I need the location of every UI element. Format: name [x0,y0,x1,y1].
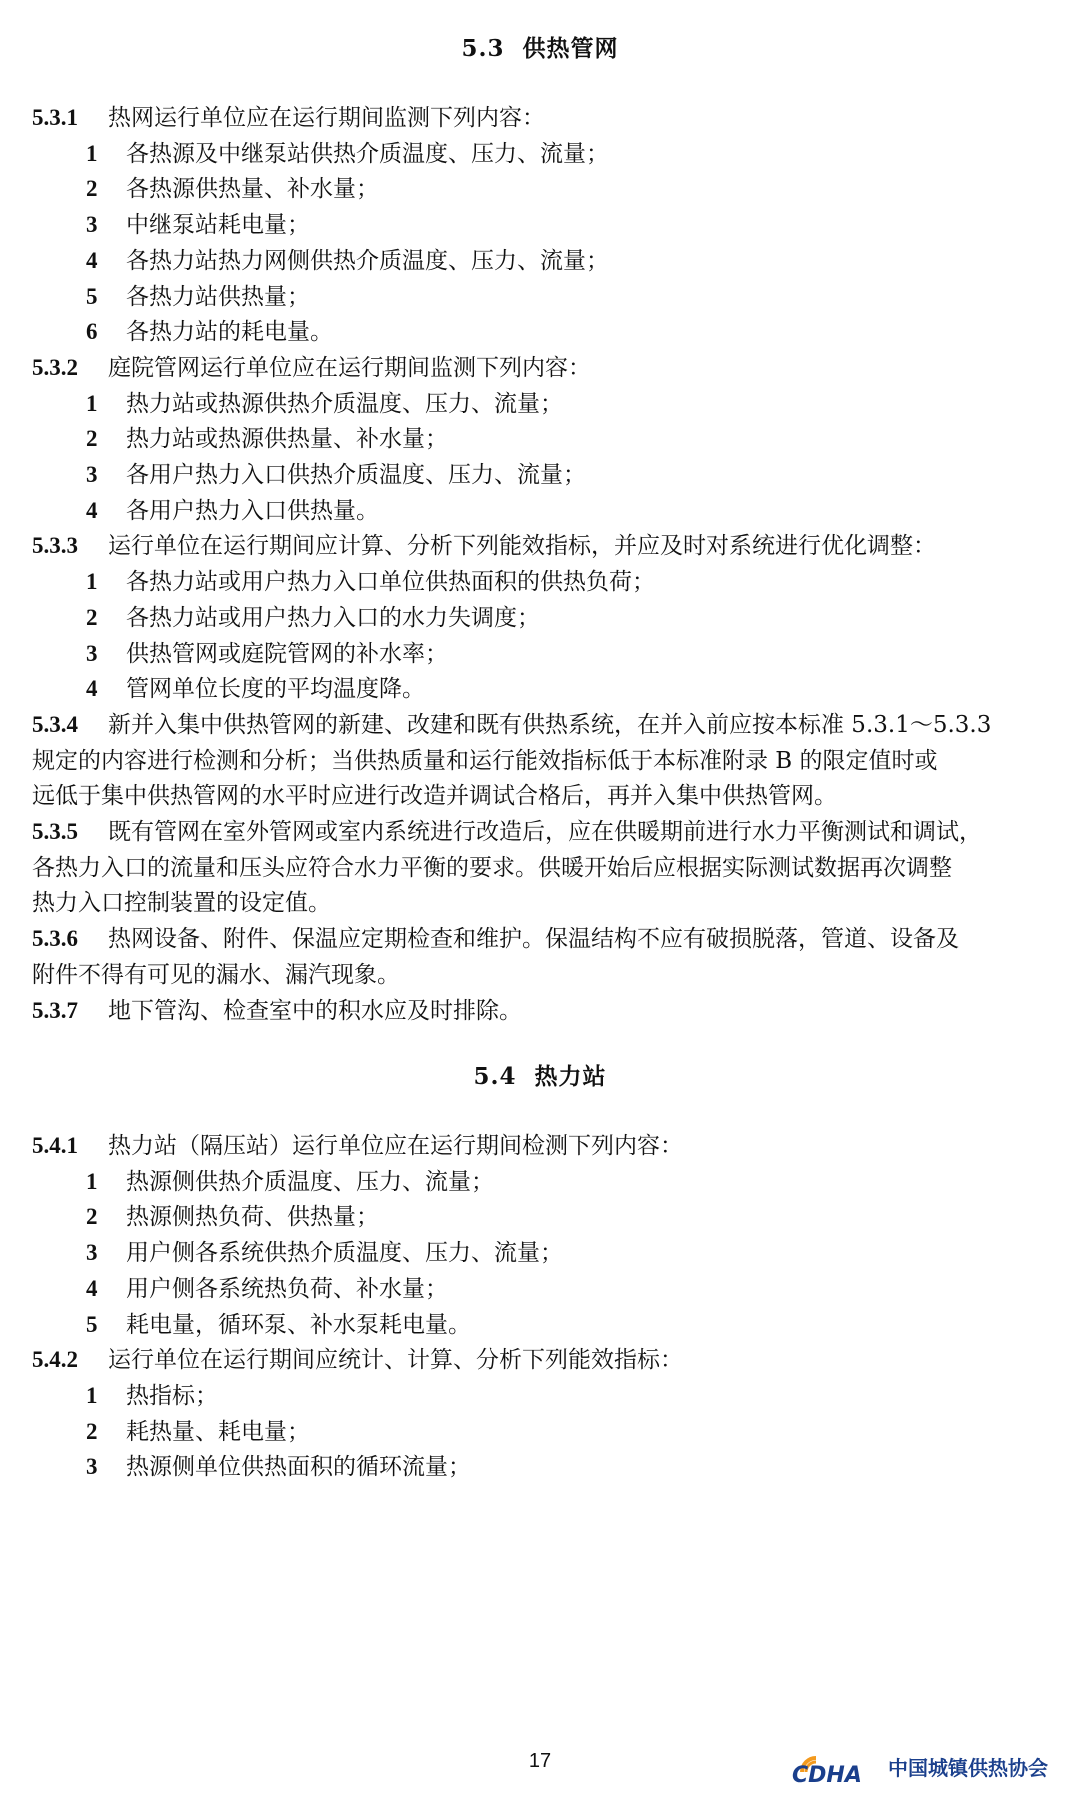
clause-line [32,526,1042,566]
list-item [86,205,1080,245]
list-item-number: 4 [86,676,98,702]
list-item [86,1305,1080,1345]
list-item-text: 热指标； [126,1382,218,1409]
clause-continuation [32,776,1042,816]
list-item-text: 各热力站或用户热力入口的水力失调度； [126,604,540,631]
list-item-text: 热源侧热负荷、供热量； [126,1204,379,1231]
clause-text: 热网运行单位应在运行期间监测下列内容： [108,105,545,131]
list-item [86,312,1080,352]
list-item-text: 耗热量、耗电量； [126,1418,310,1445]
list-item-text: 热源侧供热介质温度、压力、流量； [126,1168,494,1195]
list-item [86,384,1080,424]
clause-text: 运行单位在运行期间应计算、分析下列能效指标，并应及时对系统进行优化调整： [108,533,936,560]
list-item-number: 1 [86,569,98,595]
list-item-text: 耗电量，循环泵、补水泵耗电量。 [126,1311,471,1338]
list-item [86,1197,1080,1237]
list-item [86,169,1080,209]
list-item-number: 1 [86,1168,98,1194]
list-item-number: 3 [86,212,98,238]
section-heading [0,1058,1080,1091]
list-item-text: 各热力站的耗电量。 [126,319,333,346]
list-item [86,1412,1080,1452]
clause-text: 热力站（隔压站）运行单位应在运行期间检测下列内容： [108,1133,683,1159]
clause-number: 5.3.3 [32,533,78,559]
clause-text: 各热力入口的流量和压头应符合水力平衡的要求。供暖开始后应根据实际测试数据再次调整 [32,854,952,881]
list-item-number: 4 [86,247,98,273]
clause-text: 新并入集中供热管网的新建、改建和既有供热系统，在并入前应按本标准 5.3.1～5.3.3 [108,711,992,738]
list-item-number: 3 [86,640,98,666]
cdha-logo-mark [780,1738,890,1793]
list-item-number: 1 [86,390,98,416]
clause-text: 庭院管网运行单位应在运行期间监测下列内容： [108,354,591,381]
list-item-number: 4 [86,497,98,523]
list-item-text: 热力站或热源供热介质温度、压力、流量； [126,390,563,417]
clause-line [32,991,1042,1031]
clause-continuation [32,741,1042,781]
clause-line [32,1340,1042,1380]
clause-line [32,348,1042,388]
clause-continuation [32,883,1042,923]
list-item-number: 5 [86,1311,98,1337]
clause-number: 5.3.7 [32,997,78,1023]
section-title: 供热管网 [522,35,619,62]
list-item-number: 5 [86,283,98,309]
clause-continuation [32,955,1042,995]
list-item-number: 3 [86,462,98,487]
list-item-text: 中继泵站耗电量； [126,212,310,239]
list-item-number: 3 [86,1240,98,1266]
list-item-number: 2 [86,1204,98,1230]
list-item-text: 用户侧各系统热负荷、补水量； [126,1275,448,1302]
list-item [86,1376,1080,1416]
list-item-number: 1 [86,1382,98,1408]
list-item-text: 各用户热力入口供热介质温度、压力、流量； [126,462,586,488]
clause-text: 地下管沟、检查室中的积水应及时排除。 [108,997,522,1024]
list-item-number: 1 [86,140,98,166]
cdha-logo [780,1738,1055,1793]
list-item-text: 供热管网或庭院管网的补水率； [126,640,448,667]
section-number: 5.3 [461,35,505,62]
list-item [86,455,1080,495]
list-item-text: 各热源及中继泵站供热介质温度、压力、流量； [126,140,609,167]
clause-text: 运行单位在运行期间应统计、计算、分析下列能效指标： [108,1347,683,1374]
list-item [86,634,1080,674]
svg-text:CDHA: CDHA [792,1763,862,1788]
list-item [86,491,1080,531]
clause-text: 远低于集中供热管网的水平时应进行改造并调试合格后，再并入集中供热管网。 [32,783,837,810]
section-title: 热力站 [534,1063,607,1090]
clause-line [32,812,1042,852]
clause-continuation [32,848,1042,888]
section-number: 5.4 [473,1063,517,1090]
clause-line [32,705,1042,745]
list-item-text: 各热源供热量、补水量； [126,176,379,203]
list-item-text: 热源侧单位供热面积的循环流量； [126,1454,471,1481]
list-item-text: 用户侧各系统供热介质温度、压力、流量； [126,1240,563,1267]
list-item [86,669,1080,709]
list-item-number: 2 [86,176,98,202]
list-item [86,277,1080,317]
list-item-text: 各热力站或用户热力入口单位供热面积的供热负荷； [126,569,655,596]
clause-text: 热力入口控制装置的设定值。 [32,890,331,917]
page-number: 17 [528,1750,552,1772]
list-item-number: 2 [86,604,98,630]
list-item-number: 4 [86,1275,98,1301]
logo-text: 中国城镇供热协会 [888,1756,1048,1780]
list-item [86,1269,1080,1309]
list-item-text: 各热力站热力网侧供热介质温度、压力、流量； [126,247,609,274]
section-heading [0,30,1080,63]
list-item [86,562,1080,602]
clause-line [32,98,1042,138]
clause-number: 5.4.2 [32,1347,78,1373]
list-item [86,134,1080,174]
list-item-text: 热力站或热源供热量、补水量； [126,426,448,453]
clause-number: 5.4.1 [32,1133,78,1158]
clause-number: 5.3.1 [32,105,78,130]
clause-number: 5.3.4 [32,711,78,737]
list-item [86,419,1080,459]
list-item [86,598,1080,638]
clause-line [32,919,1042,959]
list-item-text: 各热力站供热量； [126,283,310,310]
list-item [86,1162,1080,1202]
clause-text: 附件不得有可见的漏水、漏汽现象。 [32,961,400,988]
list-item [86,1447,1080,1487]
clause-number: 5.3.6 [32,926,78,952]
clause-text: 规定的内容进行检测和分析；当供热质量和运行能效指标低于本标准附录 B 的限定值时或 [32,747,938,774]
clause-line [32,1126,1042,1166]
list-item-number: 2 [86,1418,98,1444]
clause-text: 既有管网在室外管网或室内系统进行改造后，应在供暖期前进行水力平衡测试和调试， [108,819,982,845]
list-item-text: 管网单位长度的平均温度降。 [126,676,425,703]
clause-number: 5.3.5 [32,819,78,844]
list-item-number: 6 [86,319,98,345]
list-item-number: 3 [86,1454,98,1480]
list-item-number: 2 [86,426,98,452]
list-item-text: 各用户热力入口供热量。 [126,497,379,524]
list-item [86,1233,1080,1273]
clause-text: 热网设备、附件、保温应定期检查和维护。保温结构不应有破损脱落，管道、设备及 [108,926,959,953]
clause-number: 5.3.2 [32,354,78,380]
list-item [86,241,1080,281]
